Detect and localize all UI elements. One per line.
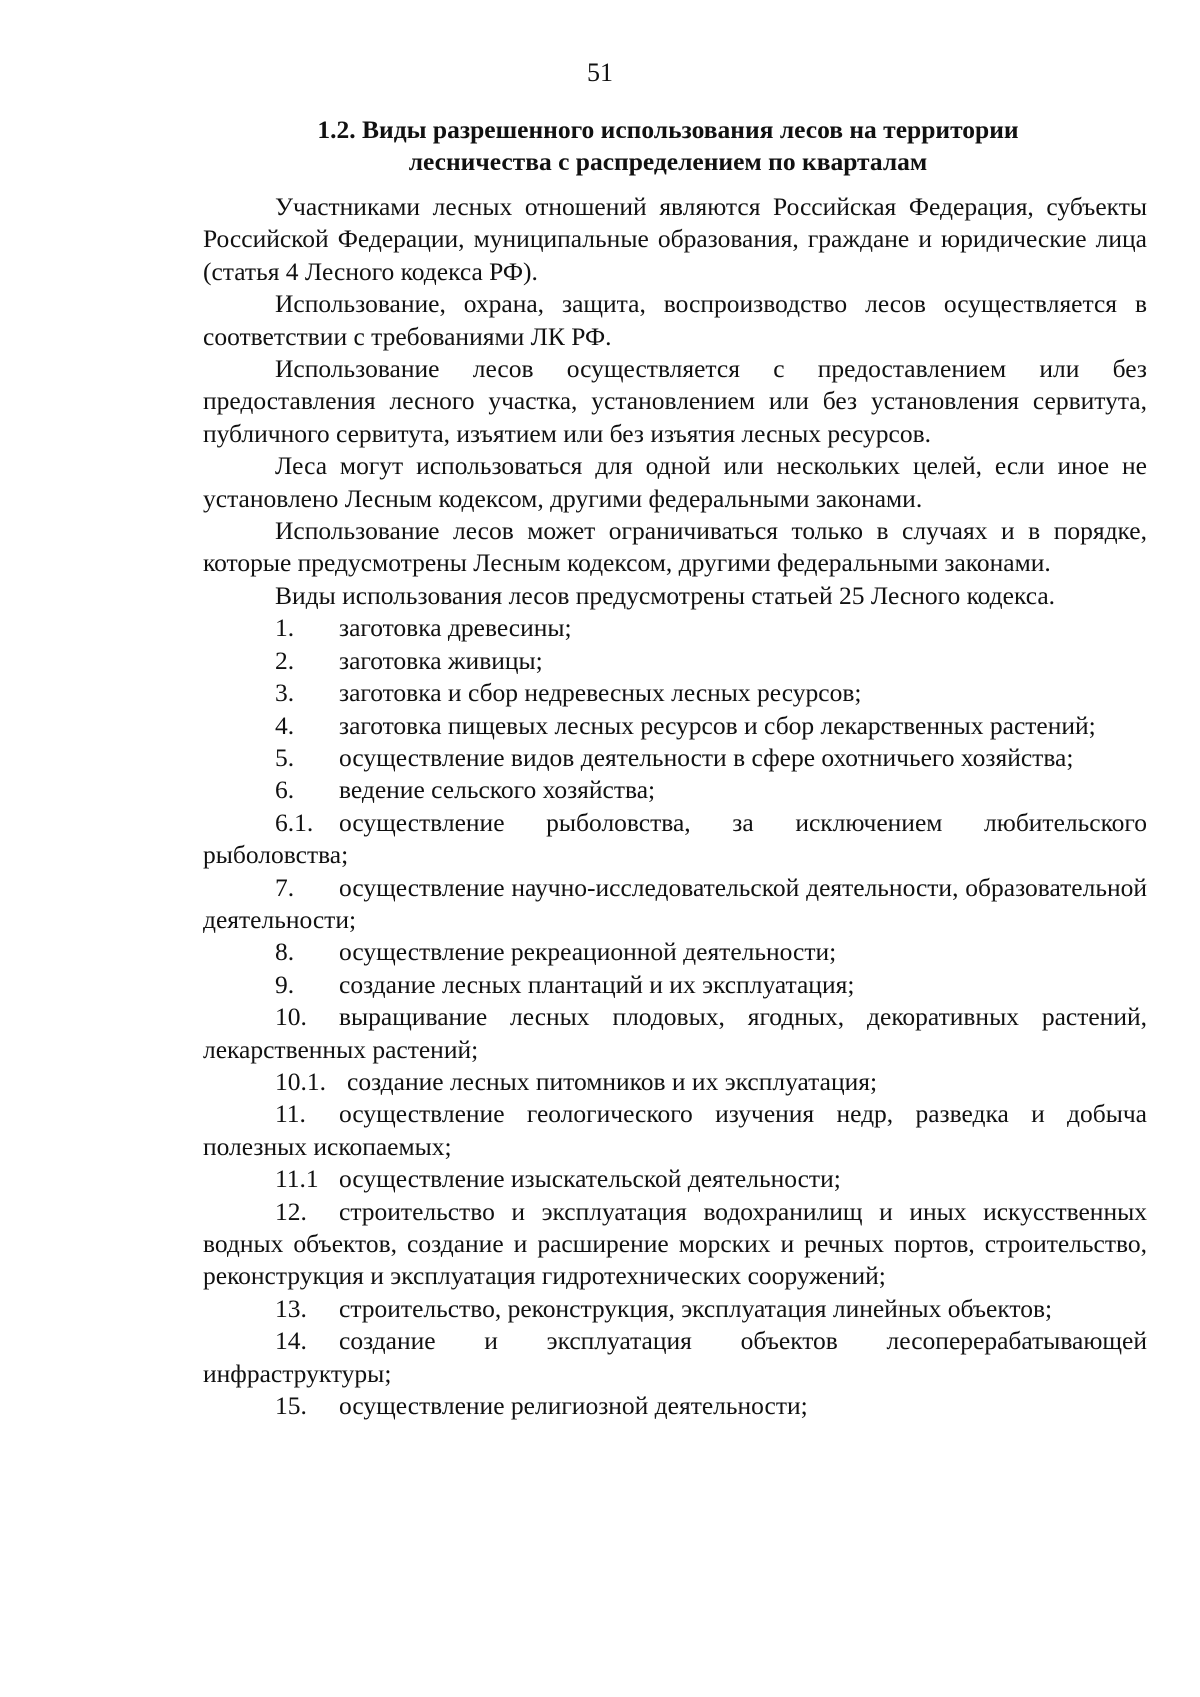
paragraph: Леса могут использоваться для одной или нескольких целей, если иное не установлено Лесным кодексом, другими федеральными законами. (203, 451, 1147, 513)
list-item (203, 1066, 1147, 1098)
list-item-text: строительство, реконструкция, эксплуатация линейных объектов; (339, 1293, 1053, 1323)
paragraph: Виды использования лесов предусмотрены статьей 25 Лесного кодекса. (275, 580, 1056, 610)
list-item-text: заготовка пищевых лесных ресурсов и сбор лекарственных растений; (339, 710, 1096, 740)
list-item-number: 2. (275, 645, 295, 675)
list-item (203, 1098, 1147, 1163)
list-item-text: осуществление геологического изучения недр, разведка и добыча полезных ископаемых; (203, 1099, 1147, 1161)
list-item (203, 1325, 1147, 1390)
list-item-text: заготовка и сбор недревесных лесных ресурсов; (339, 678, 862, 708)
list-item-number: 15. (275, 1391, 307, 1421)
list-item-text: заготовка древесины; (339, 613, 572, 643)
list-item (203, 807, 1147, 872)
list-item-number: 1. (275, 613, 295, 643)
list-item-number: 12. (275, 1196, 307, 1226)
list-item (203, 677, 1147, 709)
list-item (203, 872, 1147, 937)
list-item (203, 1196, 1147, 1293)
list-item-text: строительство и эксплуатация водохранилищ и иных искусственных водных объектов, создание и расширение морских и речных портов, строительство, реконструкция и эксплуатация гидротехнических сооружений; (203, 1196, 1147, 1291)
list-item-text: создание лесных плантаций и их эксплуатация; (339, 969, 855, 999)
list-item-number: 6.1. (275, 807, 314, 837)
list-item-text: осуществление религиозной деятельности; (339, 1391, 808, 1421)
list-item (203, 710, 1147, 742)
list-item-text: осуществление изыскательской деятельности; (339, 1164, 841, 1194)
list-item-text: ведение сельского хозяйства; (339, 775, 656, 805)
list-item-number: 5. (275, 742, 295, 772)
list-item (203, 969, 1147, 1001)
list-item-number: 10.1. (275, 1066, 326, 1096)
list-item (203, 1001, 1147, 1066)
list-item-number: 9. (275, 969, 295, 999)
list-item-number: 14. (275, 1326, 307, 1356)
list-item (203, 1293, 1147, 1325)
paragraph: Использование лесов осуществляется с предоставлением или без предоставления лесного участка, установлением или без установления сервитута, публичного сервитута, изъятием или без изъятия лесных ресурсов. (203, 354, 1147, 448)
list-item-text: создание лесных питомников и их эксплуатация; (347, 1066, 878, 1096)
list-item-number: 4. (275, 710, 295, 740)
list-item-number: 6. (275, 775, 295, 805)
list-item-text: создание и эксплуатация объектов лесоперерабатывающей инфраструктуры; (203, 1326, 1147, 1388)
section-heading (190, 114, 1146, 178)
section-heading-line-1: 1.2. Виды разрешенного использования лесов на территории (317, 115, 1019, 144)
list-item-number: 8. (275, 937, 295, 967)
list-item-number: 10. (275, 1002, 307, 1032)
list-item-text: осуществление рыболовства, за исключением любительского рыболовства; (203, 807, 1147, 870)
list-item (203, 1163, 1147, 1195)
list-item-text: осуществление научно-исследовательской деятельности, образовательной деятельности; (203, 872, 1147, 934)
list-item-text: осуществление рекреационной деятельности; (339, 937, 837, 967)
paragraph: Участниками лесных отношений являются Российская Федерация, субъекты Российской Федерации, муниципальные образования, граждане и юридические лица (статья 4 Лесного кодекса РФ). (203, 192, 1147, 286)
list-item-text: осуществление видов деятельности в сфере охотничьего хозяйства; (339, 742, 1074, 772)
paragraph: Использование, охрана, защита, воспроизводство лесов осуществляется в соответствии с требованиями ЛК РФ. (203, 289, 1147, 351)
list-item-number: 13. (275, 1293, 307, 1323)
list-item-text: заготовка живицы; (339, 645, 543, 675)
forest-use-list (203, 612, 1147, 1422)
list-item (203, 774, 1147, 806)
list-item-number: 11. (275, 1099, 306, 1129)
list-item-number: 7. (275, 872, 295, 902)
list-item-text: выращивание лесных плодовых, ягодных, декоративных растений, лекарственных растений; (203, 1002, 1147, 1064)
section-heading-line-2: лесничества с распределением по кварталам (408, 147, 928, 176)
document-body (203, 191, 1147, 1422)
list-item (203, 645, 1147, 677)
list-item (203, 612, 1147, 644)
paragraph: Использование лесов может ограничиваться только в случаях и в порядке, которые предусмотрены Лесным кодексом, другими федеральными законами. (203, 516, 1147, 578)
list-item-number: 11.1 (275, 1164, 319, 1194)
list-item-number: 3. (275, 678, 295, 708)
list-item (203, 742, 1147, 774)
page-number: 51 (587, 58, 613, 87)
list-item (203, 1390, 1147, 1422)
list-item (203, 936, 1147, 968)
